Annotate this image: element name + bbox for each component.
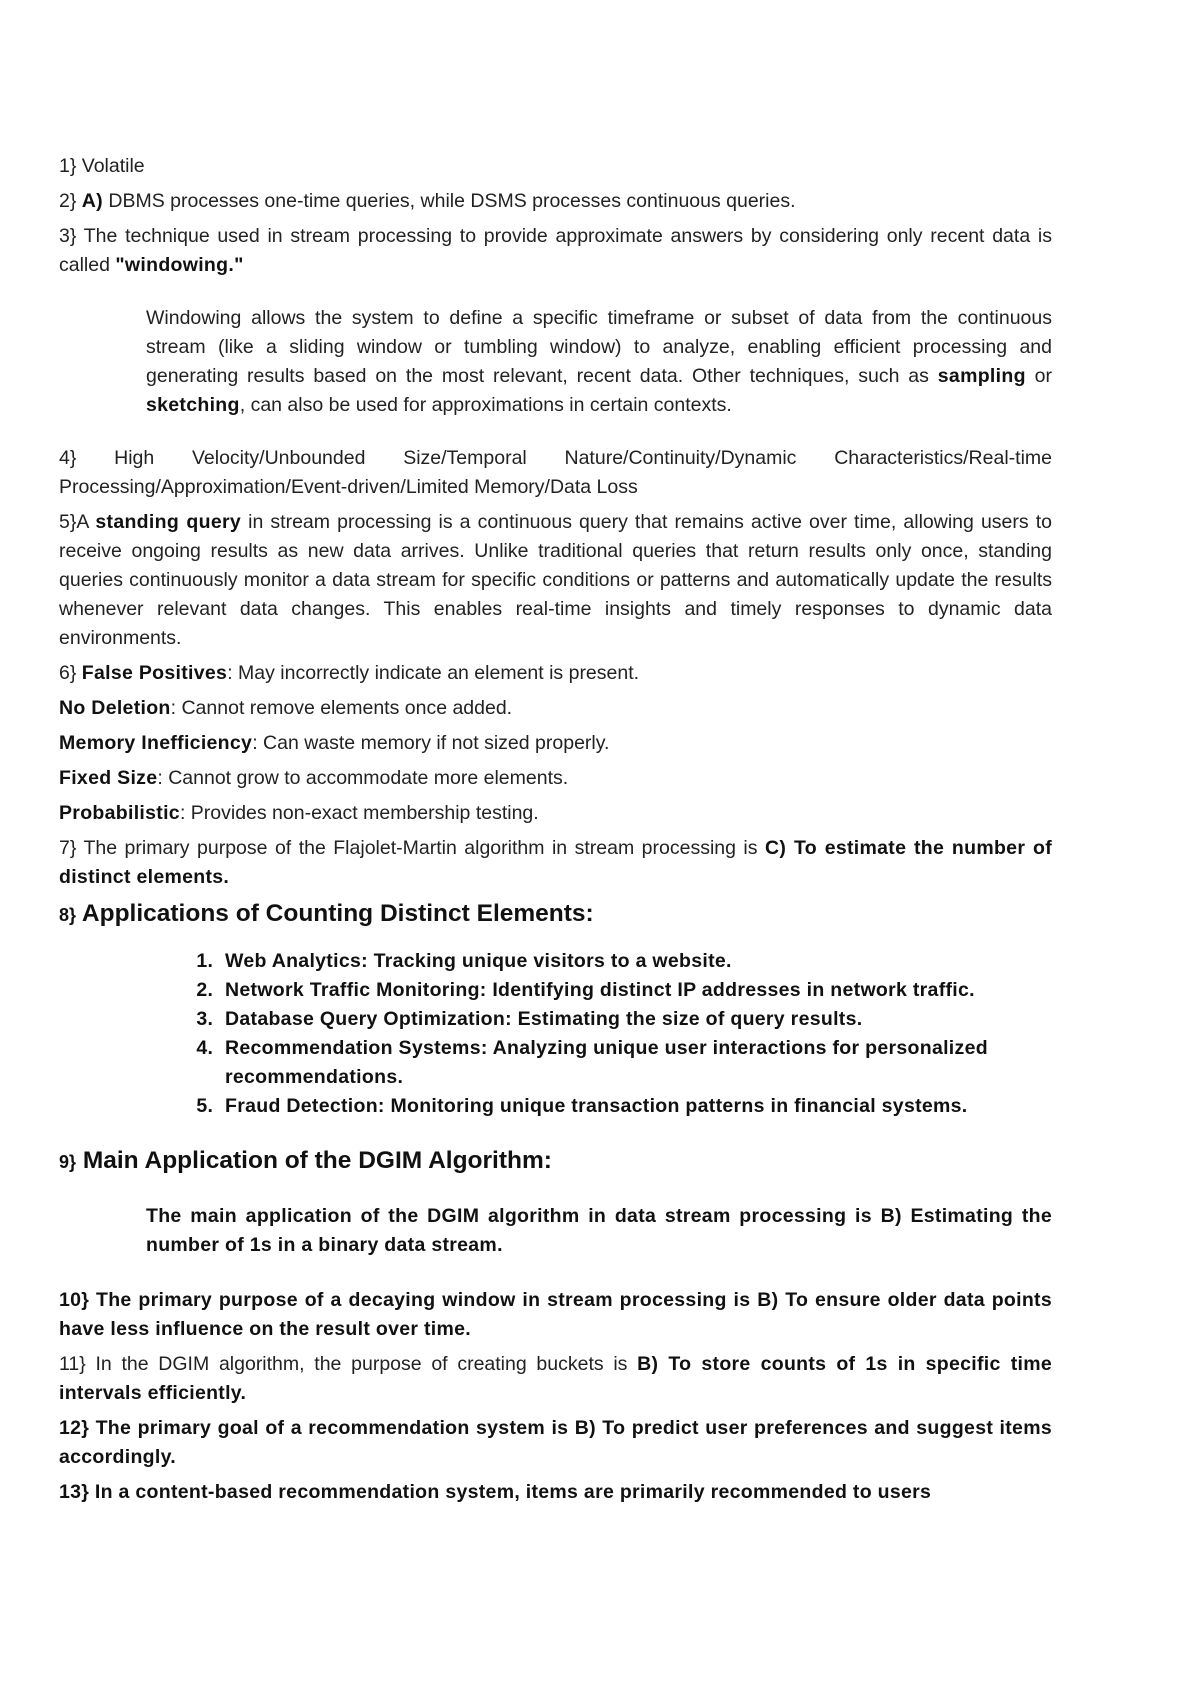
section-heading-8: 8} Applications of Counting Distinct Elements: bbox=[59, 900, 594, 927]
list-item: 2. Network Traffic Monitoring: Identifying distinct IP addresses in network traffic. bbox=[219, 976, 1052, 1005]
answer-3: 3} The technique used in stream processing to provide approximate answers by considering only recent data is called "windowing." bbox=[59, 225, 1052, 276]
document-body bbox=[59, 152, 1052, 1513]
answer-1: 1} Volatile bbox=[59, 155, 145, 177]
answer-3-explanation: Windowing allows the system to define a specific timeframe or subset of data from the continuous stream (like a sliding window or tumbling window) to analyze, enabling efficient processing and generating results based on the most relevant, recent data. Other techniques, such as sampling or sketching, can also be used for approximations in certain contexts. bbox=[146, 307, 1052, 416]
answer-5: 5}A standing query in stream processing is a continuous query that remains active over time, allowing users to receive ongoing results as new data arrives. Unlike traditional queries that return results only once, standing queries continuously monitor a data stream for specific conditions or patterns and automatically update the results whenever relevant data changes. This enables real-time insights and timely responses to dynamic data environments. bbox=[59, 511, 1053, 649]
answer-11: 11} In the DGIM algorithm, the purpose of creating buckets is B) To store counts of 1s in specific time intervals efficiently. bbox=[59, 1353, 1052, 1404]
applications-list bbox=[59, 947, 1052, 1121]
answer-9: The main application of the DGIM algorithm in data stream processing is B) Estimating the number of 1s in a binary data stream. bbox=[146, 1205, 1052, 1256]
answer-6-probabilistic: Probabilistic: Provides non-exact membership testing. bbox=[59, 802, 539, 824]
answer-13: 13} In a content-based recommendation system, items are primarily recommended to users bbox=[59, 1481, 932, 1503]
answer-6-no-deletion: No Deletion: Cannot remove elements once added. bbox=[59, 697, 513, 719]
list-item: 5. Fraud Detection: Monitoring unique transaction patterns in financial systems. bbox=[219, 1092, 1052, 1121]
section-heading-9: 9} Main Application of the DGIM Algorithm: bbox=[59, 1147, 552, 1174]
answer-4: 4} High Velocity/Unbounded Size/Temporal Nature/Continuity/Dynamic Characteristics/Real-time Processing/Approximation/Event-driven/Limited Memory/Data Loss bbox=[59, 447, 1052, 498]
answer-6: 6} False Positives: May incorrectly indicate an element is present. bbox=[59, 662, 640, 684]
list-item: 1. Web Analytics: Tracking unique visitors to a website. bbox=[219, 947, 1052, 976]
answer-6-memory-inefficiency: Memory Inefficiency: Can waste memory if not sized properly. bbox=[59, 732, 610, 754]
answer-12: 12} The primary goal of a recommendation system is B) To predict user preferences and suggest items accordingly. bbox=[59, 1417, 1052, 1468]
answer-6-fixed-size: Fixed Size: Cannot grow to accommodate more elements. bbox=[59, 767, 569, 789]
list-item: 4. Recommendation Systems: Analyzing unique user interactions for personalized recommendations. bbox=[219, 1034, 1052, 1092]
answer-10: 10} The primary purpose of a decaying window in stream processing is B) To ensure older data points have less influence on the result over time. bbox=[59, 1289, 1052, 1340]
answer-7: 7} The primary purpose of the Flajolet-Martin algorithm in stream processing is C) To estimate the number of distinct elements. bbox=[59, 837, 1052, 888]
answer-2: 2} A) DBMS processes one-time queries, while DSMS processes continuous queries. bbox=[59, 190, 796, 212]
list-item: 3. Database Query Optimization: Estimating the size of query results. bbox=[219, 1005, 1052, 1034]
